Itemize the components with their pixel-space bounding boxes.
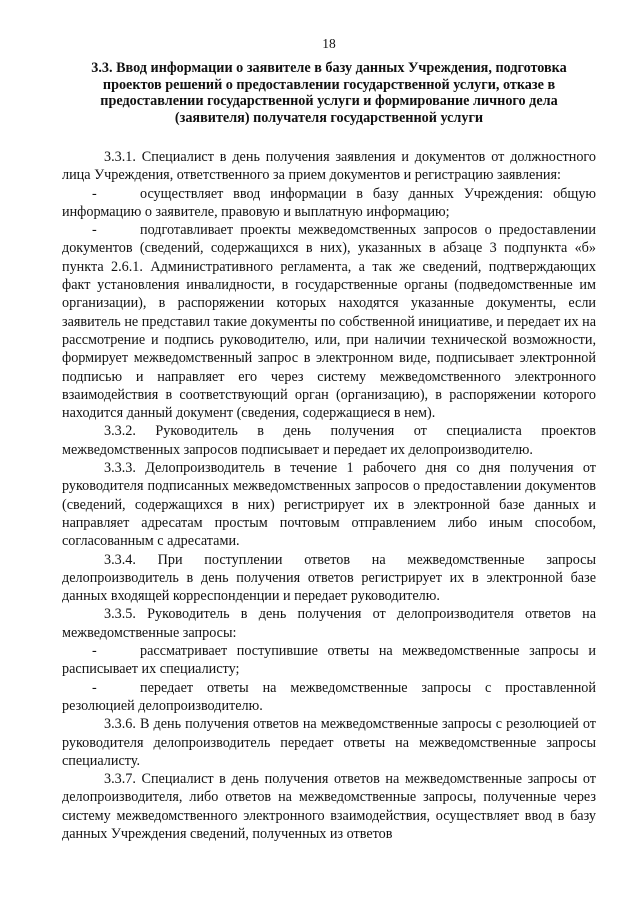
list-item (62, 185, 596, 222)
bullet-dash: - (92, 643, 97, 660)
bullet-dash: - (92, 185, 97, 202)
list-item-text: передает ответы на межведомственные запросы с проставленной резолюцией делопроизводителю. (62, 679, 596, 714)
list-item (62, 221, 596, 422)
section-heading: 3.3. Ввод информации о заявителе в базу данных Учреждения, подготовка проектов решений о предоставлении государственной услуги, отказе в предоставлении государственной услуги и формирование личного дела (заявителя) получателя государственной услуги (91, 60, 567, 126)
paragraph-3-3-2: 3.3.2. Руководитель в день получения от специалиста проектов межведомственных запросов подписывает и передает их делопроизводителю. (62, 423, 596, 458)
paragraph-3-3-5: 3.3.5. Руководитель в день получения от делопроизводителя ответов на межведомственные запросы: (62, 606, 596, 641)
page-number: 18 (322, 36, 336, 51)
list-item-text: подготавливает проекты межведомственных запросов о предоставлении документов (сведений, содержащихся в них), указанных в абзаце 3 подпункта «б» пункта 2.6.1. Административного регламента, а так же сведений, подтверждающих факт установления инвалидности, в государственные органы (подведомственные им организации), в распоряжении которых находятся указанные документы, если заявитель не представил такие документы по собственной инициативе, и передает их на рассмотрение и подпись руководителю, или, при наличии технической возможности, формирует межведомственный запрос в электронном виде, подписывает электронной подписью и направляет его через систему межведомственного электронного взаимодействия в соответствующий орган (организацию), в распоряжении которого находится данный документ (сведения, содержащиеся в нем). (62, 222, 596, 422)
list-item (62, 642, 596, 679)
list-item-text: рассматривает поступившие ответы на межведомственные запросы и расписывает их специалисту; (62, 643, 596, 678)
paragraph-3-3-3: 3.3.3. Делопроизводитель в течение 1 рабочего дня со дня получения от руководителя подписанных межведомственных запросов о предоставлении документов (сведений, содержащихся в них) регистрирует их в электронной базе данных и направляет адресатам простым почтовым отправлением либо иным способом, согласованным с адресатами. (62, 460, 596, 550)
paragraph-3-3-4: 3.3.4. При поступлении ответов на межведомственные запросы делопроизводитель в день получения ответов регистрирует их в электронной базе данных входящей корреспонденции и передает руководителю. (62, 551, 596, 605)
list-item-text: осуществляет ввод информации в базу данных Учреждения: общую информацию о заявителе, правовую и выплатную информацию; (62, 185, 596, 220)
paragraph-3-3-1: 3.3.1. Специалист в день получения заявления и документов от должностного лица Учреждения, ответственного за прием документов и регистрацию заявления: (62, 149, 596, 184)
bullet-dash: - (92, 679, 97, 696)
body-text (62, 148, 596, 843)
bullet-dash: - (92, 222, 97, 239)
list-item (62, 679, 596, 716)
paragraph-3-3-7: 3.3.7. Специалист в день получения ответов на межведомственные запросы от делопроизводителя, либо ответов на межведомственные запросы, полученные через систему межведомственного электронного взаимодействия, осуществляет ввод в базу данных Учреждения сведений, полученных из ответов (62, 771, 596, 842)
paragraph-3-3-6: 3.3.6. В день получения ответов на межведомственные запросы с резолюцией от руководителя делопроизводитель передает ответы на межведомственные запросы специалисту. (62, 716, 596, 769)
